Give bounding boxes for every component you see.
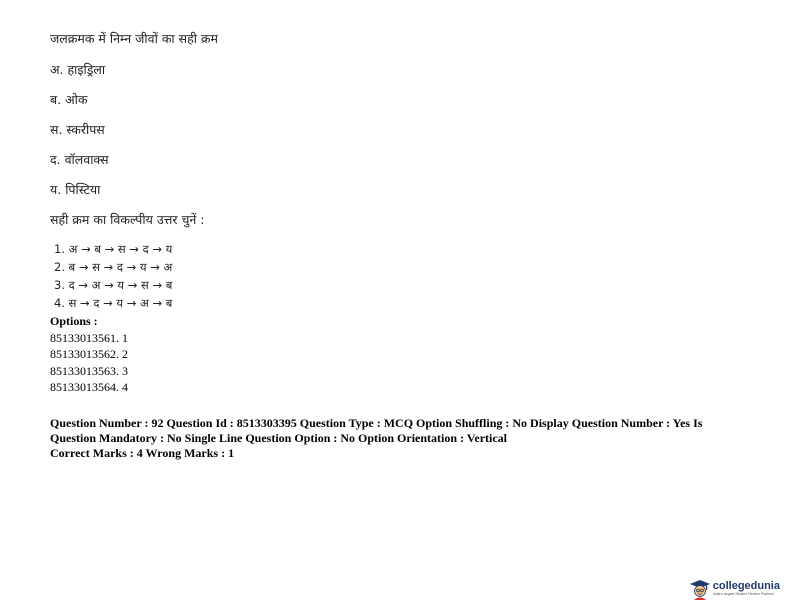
metadata-line-1: Question Number : 92 Question Id : 8513303395 Question Type : MCQ Option Shuffling : No Display Question Number : Yes Is xyxy=(50,416,703,430)
answer-choice: 2. ब → स → द → य → अ xyxy=(54,260,173,274)
answer-choice: 1. अ → ब → स → द → य xyxy=(54,242,173,256)
question-item-y: य. पिस्टिया xyxy=(50,182,101,197)
answer-choice: 3. द → अ → य → स → ब xyxy=(54,278,173,292)
question-stem: जलक्रमक में निम्न जीवों का सही क्रम xyxy=(50,31,219,46)
logo-text xyxy=(713,581,780,597)
answer-choice: 4. स → द → य → अ → ब xyxy=(54,296,173,310)
options-block xyxy=(50,313,128,396)
logo-name: collegedunia xyxy=(712,580,780,593)
metadata-line-2: Question Mandatory : No Single Line Question Option : No Option Orientation : Vertical xyxy=(50,431,508,445)
option-id-line: 85133013564. 4 xyxy=(50,380,128,394)
question-item-a: अ. हाइड्रिला xyxy=(50,62,106,77)
option-id-line: 85133013561. 1 xyxy=(50,330,128,345)
question-item-s: स. स्करीपस xyxy=(50,122,105,137)
logo-tagline: India's largest Student Review Platform xyxy=(712,592,774,597)
question-instruction: सही क्रम का विकल्पीय उत्तर चुनें : xyxy=(50,212,205,227)
option-id-line: 85133013563. 3 xyxy=(50,363,128,378)
question-item-d: द. वॉलवाक्स xyxy=(50,152,109,167)
answer-choice-list xyxy=(54,240,172,312)
option-id-line: 85133013562. 2 xyxy=(50,347,128,361)
question-item-b: ब. ओक xyxy=(50,92,88,107)
graduate-mascot-icon xyxy=(689,578,711,600)
question-metadata xyxy=(50,416,750,461)
options-title: Options : xyxy=(50,314,98,328)
collegedunia-logo xyxy=(689,578,780,600)
metadata-line-3: Correct Marks : 4 Wrong Marks : 1 xyxy=(50,446,235,460)
